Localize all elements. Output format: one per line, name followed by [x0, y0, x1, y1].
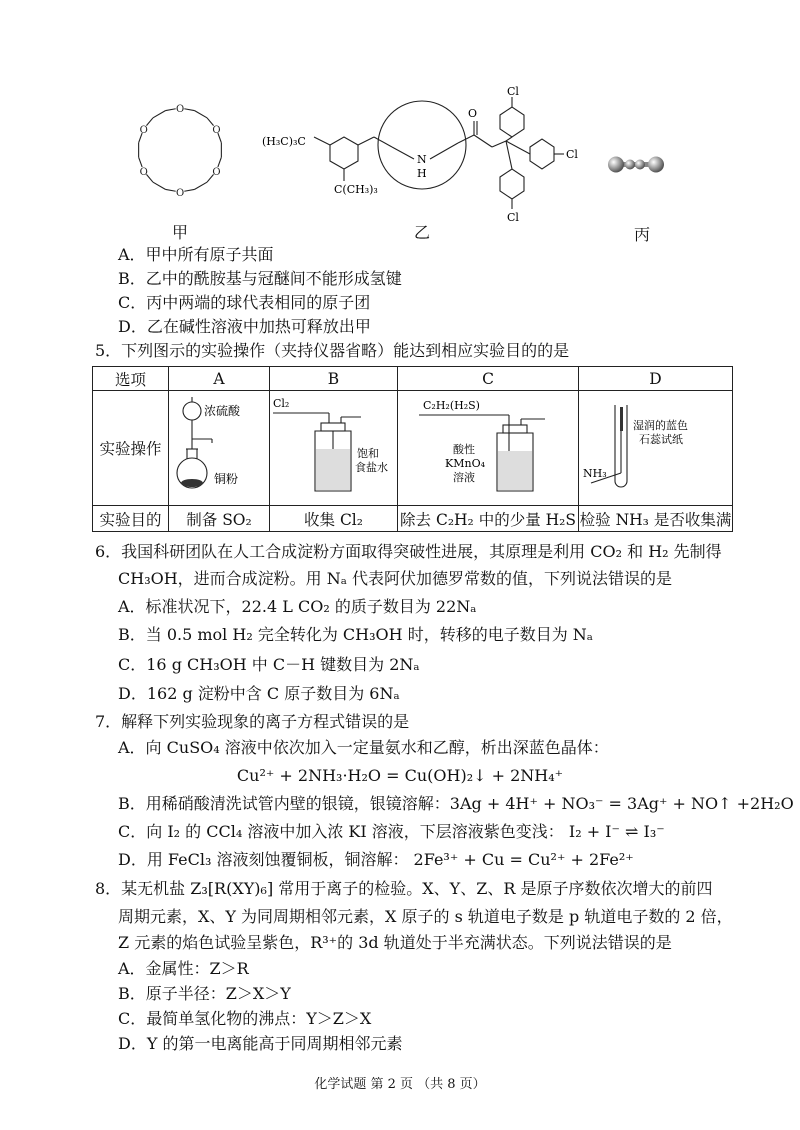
label-nh3: NH₃ [582, 467, 607, 480]
ring-bond [184, 109, 194, 111]
ring-bond [139, 157, 142, 167]
q6-stem-2: CH₃OH，进而合成淀粉。用 Nₐ 代表阿伏加德罗常数的值，下列说法错误的是 [118, 569, 673, 588]
ring-bond [218, 157, 221, 167]
label-saturated: 饱和 [357, 447, 379, 460]
tbutyl-left: (H₃C)₃C [262, 135, 306, 148]
purpose-b: 收集 Cl₂ [270, 506, 398, 532]
atom-cl-bottom: Cl [507, 211, 519, 224]
page-footer: 化学试题 第 2 页 （共 8 页） [314, 1077, 486, 1092]
figure-label-jia: 甲 [172, 223, 189, 242]
q4-option-b: B．乙中的酰胺基与冠醚间不能形成氢键 [118, 269, 402, 288]
crown-ether-jia [125, 95, 235, 205]
label-c2h2-h2s: C₂H₂(H₂S) [423, 399, 480, 412]
ring-bond [153, 111, 166, 118]
ring-oxygen-atom: O [139, 125, 148, 136]
q8-option-a: A．金属性：Z＞R [118, 959, 249, 978]
q8-stem-1: 8．某无机盐 Z₃[R(XY)₆] 常用于离子的检验。X、Y、Z、R 是原子序数依次增大的前四 [95, 879, 713, 898]
label-solution: 溶液 [453, 471, 475, 484]
ring-oxygen-atom: O [139, 167, 148, 178]
label-acidic: 酸性 [453, 443, 475, 456]
figure-label-bing: 丙 [634, 225, 651, 244]
atom-cl-top: Cl [507, 85, 519, 98]
atom-h: H [417, 167, 427, 180]
q7-option-d: D．用 FeCl₃ 溶液刻蚀覆铜板，铜溶解： 2Fe³⁺ + Cu = Cu²⁺ + 2Fe²⁺ [118, 850, 634, 869]
row-label-purpose: 实验目的 [93, 506, 169, 532]
header-b: B [270, 367, 398, 391]
q4-option-d: D．乙在碱性溶液中加热可释放出甲 [118, 317, 371, 336]
ring-bond [166, 109, 176, 111]
ring-oxygen-atom: O [212, 125, 221, 136]
q7-option-b: B．用稀硝酸清洗试管内壁的银镜，银镜溶解：3Ag + 4H⁺ + NO₃⁻ = 3Ag⁺ + NO↑ +2H₂O [118, 794, 794, 813]
ring-oxygen-atom: O [176, 104, 185, 115]
ring-oxygen-atom: O [212, 167, 221, 178]
q4-option-c: C．丙中两端的球代表相同的原子团 [118, 293, 371, 312]
ring-bond [194, 111, 207, 118]
q6-option-b: B．当 0.5 mol H₂ 完全转化为 CH₃OH 时，转移的电子数目为 Nₐ [118, 625, 593, 644]
q7-option-a-equation: Cu²⁺ + 2NH₃·H₂O = Cu(OH)₂↓ + 2NH₄⁺ [236, 766, 564, 785]
purpose-a: 制备 SO₂ [169, 506, 270, 532]
q5-experiment-table [92, 366, 733, 532]
label-wet-blue: 湿润的蓝色 [632, 419, 688, 432]
atom-n: N [417, 153, 427, 166]
row-label-operation: 实验操作 [93, 391, 169, 506]
apparatus-c [398, 391, 579, 506]
apparatus-b [270, 391, 398, 506]
label-kmno4: KMnO₄ [445, 457, 485, 470]
ring-bond [194, 182, 207, 189]
q4-option-a: A．甲中所有原子共面 [118, 245, 274, 264]
label-brine: 食盐水 [355, 461, 388, 474]
q8-option-c: C．最简单氢化物的沸点：Y＞Z＞X [118, 1009, 372, 1028]
q8-option-b: B．原子半径：Z＞X＞Y [118, 984, 291, 1003]
header-a: A [169, 367, 270, 391]
header-option: 选项 [93, 367, 169, 391]
purpose-c: 除去 C₂H₂ 中的少量 H₂S [398, 506, 579, 532]
header-c: C [398, 367, 579, 391]
header-d: D [579, 367, 733, 391]
q5-stem: 5．下列图示的实验操作（夹持仪器省略）能达到相应实验目的的是 [95, 341, 570, 360]
q8-stem-3: Z 元素的焰色试验呈紫色，R³⁺的 3d 轨道处于半充满状态。下列说法错误的是 [118, 933, 672, 952]
q7-option-a: A．向 CuSO₄ 溶液中依次加入一定量氨水和乙醇，析出深蓝色晶体： [118, 738, 609, 757]
purpose-d: 检验 NH₃ 是否收集满 [579, 506, 733, 532]
q6-option-a: A．标准状况下，22.4 L CO₂ 的质子数目为 22Nₐ [118, 597, 477, 616]
q7-option-c: C．向 I₂ 的 CCl₄ 溶液中加入浓 KI 溶液，下层溶液紫色变浅： I₂ + I⁻ ⇌ I₃⁻ [118, 822, 665, 841]
molecule-yi [262, 85, 582, 225]
q8-option-d: D．Y 的第一电离能高于同周期相邻元素 [118, 1034, 403, 1053]
q6-stem-1: 6．我国科研团队在人工合成淀粉方面取得突破性进展，其原理是利用 CO₂ 和 H₂ 先制得 [95, 542, 722, 561]
q8-stem-2: 周期元素，X、Y 为同周期相邻元素，X 原子的 s 轨道电子数是 p 轨道电子数的 2 倍， [118, 907, 733, 926]
ring-bond [166, 189, 176, 191]
label-litmus: 石蕊试纸 [638, 433, 683, 446]
tbutyl-bottom: C(CH₃)₃ [334, 183, 378, 196]
q6-option-d: D．162 g 淀粉中含 C 原子数目为 6Nₐ [118, 684, 400, 703]
ring-oxygen-atom: O [176, 188, 185, 199]
ring-bond [184, 189, 194, 191]
atom-cl-right: Cl [566, 148, 578, 161]
label-conc-sulfuric: 浓硫酸 [204, 404, 241, 418]
label-copper-powder: 铜粉 [214, 472, 239, 486]
apparatus-a [169, 391, 270, 506]
dumbbell-model-bing [606, 150, 666, 180]
apparatus-d [579, 391, 733, 506]
q7-stem: 7．解释下列实验现象的离子方程式错误的是 [95, 712, 410, 731]
ring-bond [153, 182, 166, 189]
label-cl2: Cl₂ [273, 397, 290, 410]
figure-label-yi: 乙 [414, 223, 431, 242]
atom-o-carbonyl: O [468, 107, 478, 120]
q6-option-c: C．16 g CH₃OH 中 C－H 键数目为 2Nₐ [118, 655, 420, 674]
